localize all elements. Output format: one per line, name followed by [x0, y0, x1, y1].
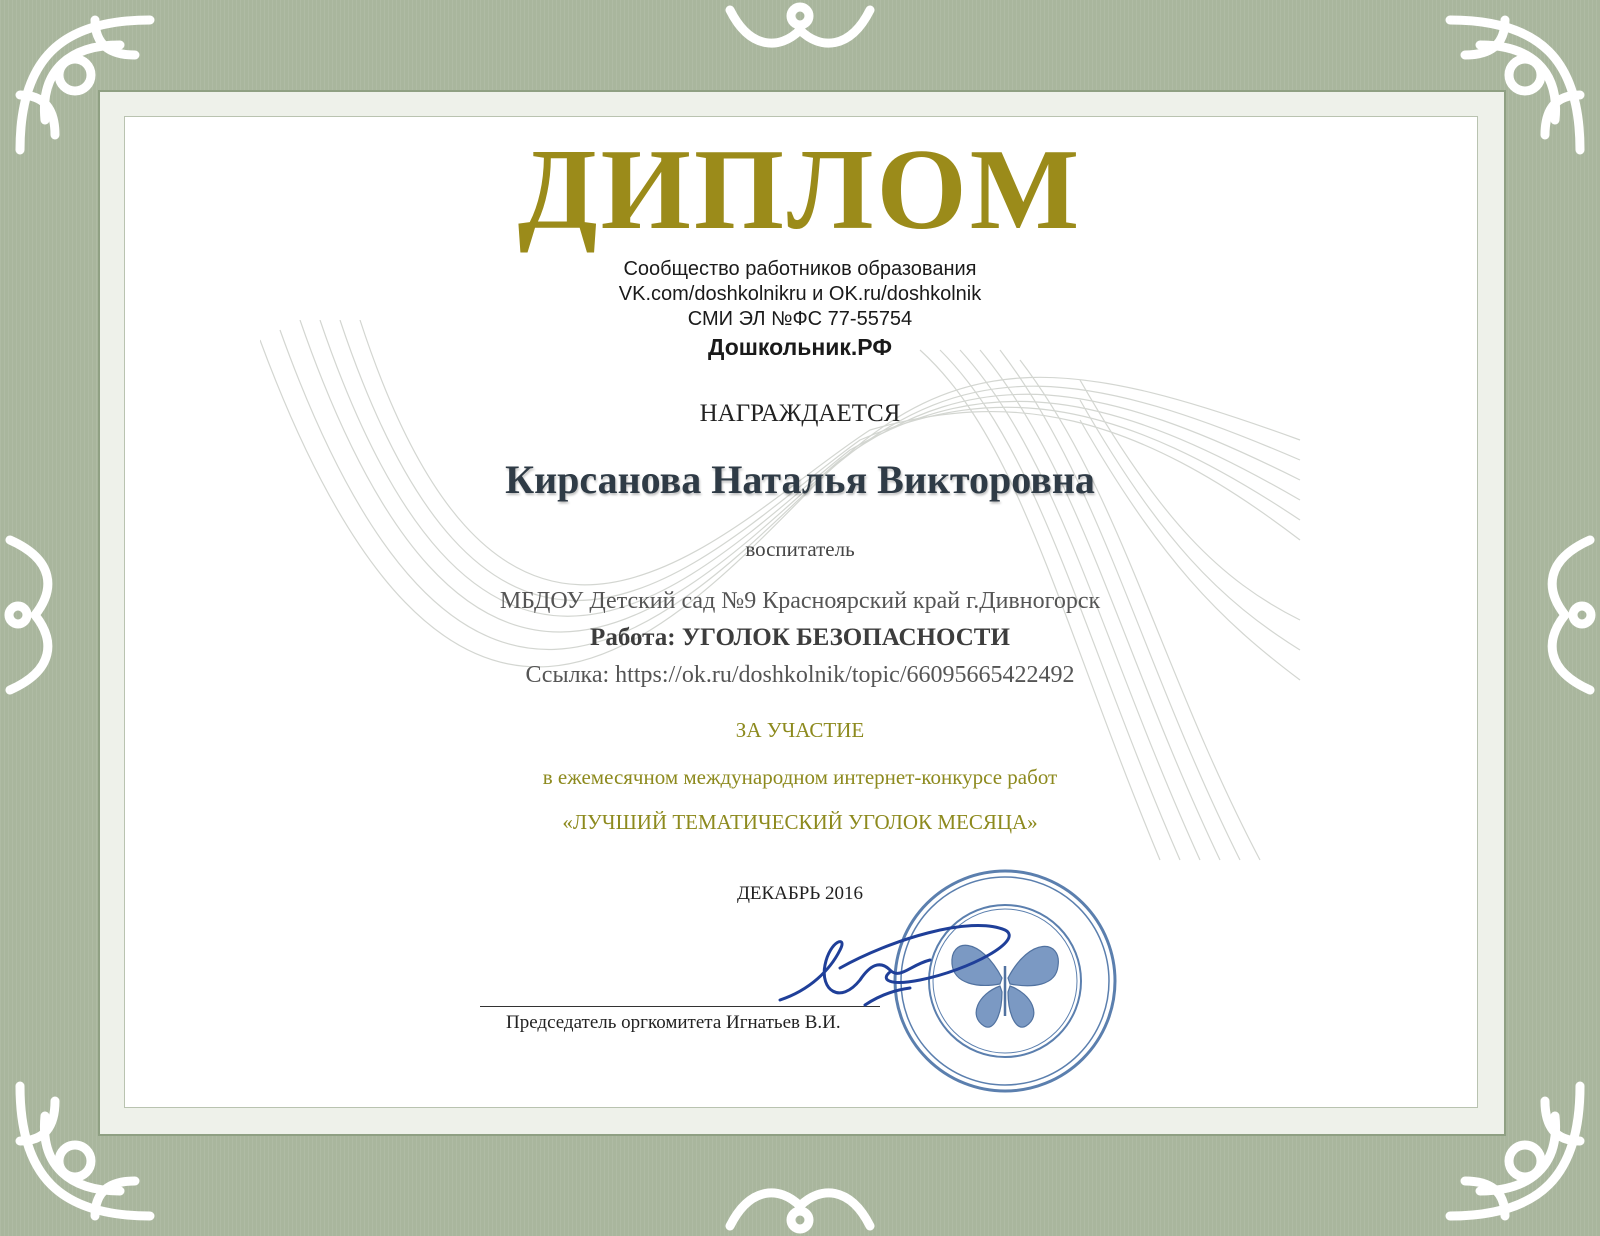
site-name: Дошкольник.РФ: [708, 334, 892, 360]
contest-name: «ЛУЧШИЙ ТЕМАТИЧЕСКИЙ УГОЛОК МЕСЯЦА»: [562, 810, 1038, 834]
community-name: Сообщество работников образования: [623, 258, 977, 280]
recipient-organization: МБДОУ Детский сад №9 Красноярский край г.Дивногорск: [499, 588, 1101, 614]
media-registration: СМИ ЭЛ №ФС 77-55754: [687, 308, 913, 330]
signatory: Председатель оргкомитета Игнатьев В.И.: [506, 1012, 841, 1033]
community-links: VK.com/doshkolnikru и OK.ru/doshkolnik: [618, 283, 982, 305]
edge-ornament-bottom: [720, 1176, 880, 1236]
recipient-position: воспитатель: [745, 537, 855, 561]
awarded-label: НАГРАЖДАЕТСЯ: [699, 400, 901, 427]
contest-description: в ежемесячном международном интернет-конкурсе работ: [542, 765, 1058, 789]
work-link: Ссылка: https://ok.ru/doshkolnik/topic/66095665422492: [525, 662, 1075, 688]
work-title: Работа: УГОЛОК БЕЗОПАСНОСТИ: [590, 624, 1010, 651]
recipient-name: Кирсанова Наталья Викторовна: [505, 457, 1095, 502]
handwritten-signature: [770, 910, 1030, 1030]
award-reason: ЗА УЧАСТИЕ: [735, 718, 865, 742]
edge-ornament-top: [720, 0, 880, 60]
award-date: ДЕКАБРЬ 2016: [736, 883, 864, 904]
diploma-title: ДИПЛОМ: [517, 126, 1083, 254]
